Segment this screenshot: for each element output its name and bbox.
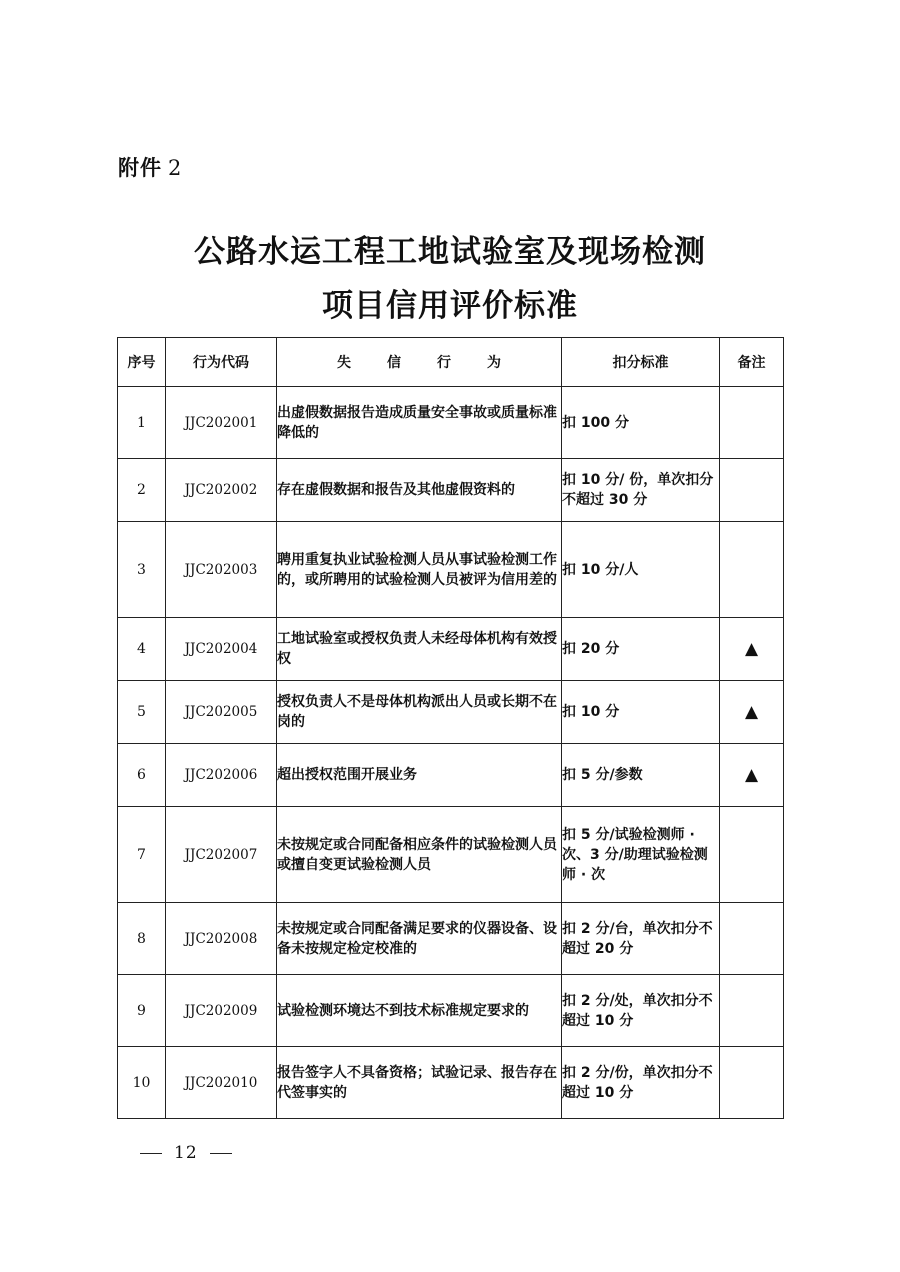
page-footer: [140, 1143, 232, 1163]
triangle-icon: ▲: [720, 618, 784, 681]
cell-note: [720, 975, 784, 1047]
cell-behavior: 报告签字人不具备资格；试验记录、报告存在代签事实的: [277, 1047, 562, 1119]
cell-code: JJC202002: [166, 459, 277, 522]
document-title-line1: 公路水运工程工地试验室及现场检测: [194, 234, 706, 270]
credit-standard-table: [117, 337, 784, 1119]
header-code: 行为代码: [166, 338, 277, 387]
cell-seq: 10: [118, 1047, 166, 1119]
cell-deduction: 扣 10 分/人: [562, 522, 720, 618]
cell-behavior: 试验检测环境达不到技术标准规定要求的: [277, 975, 562, 1047]
cell-code: JJC202005: [166, 681, 277, 744]
cell-deduction: 扣 20 分: [562, 618, 720, 681]
cell-deduction: 扣 5 分/试验检测师 · 次、3 分/助理试验检测师 · 次: [562, 807, 720, 903]
cell-behavior: 授权负责人不是母体机构派出人员或长期不在岗的: [277, 681, 562, 744]
cell-code: JJC202010: [166, 1047, 277, 1119]
cell-seq: 9: [118, 975, 166, 1047]
header-deduction: 扣分标准: [562, 338, 720, 387]
triangle-icon: ▲: [720, 681, 784, 744]
cell-behavior: 超出授权范围开展业务: [277, 744, 562, 807]
cell-code: JJC202001: [166, 387, 277, 459]
cell-seq: 2: [118, 459, 166, 522]
attachment-number: 2: [168, 156, 183, 180]
cell-deduction: 扣 100 分: [562, 387, 720, 459]
cell-code: JJC202007: [166, 807, 277, 903]
table-row: [118, 903, 784, 975]
cell-seq: 7: [118, 807, 166, 903]
document-title-line2: 项目信用评价标准: [322, 288, 578, 324]
header-seq: 序号: [118, 338, 166, 387]
cell-seq: 1: [118, 387, 166, 459]
cell-code: JJC202003: [166, 522, 277, 618]
cell-note: [720, 522, 784, 618]
cell-deduction: 扣 2 分/份，单次扣分不超过 10 分: [562, 1047, 720, 1119]
cell-seq: 8: [118, 903, 166, 975]
cell-behavior: 未按规定或合同配备满足要求的仪器设备、设备未按规定检定校准的: [277, 903, 562, 975]
cell-seq: 3: [118, 522, 166, 618]
cell-deduction: 扣 5 分/参数: [562, 744, 720, 807]
cell-seq: 4: [118, 618, 166, 681]
cell-deduction: 扣 10 分: [562, 681, 720, 744]
table-row: [118, 1047, 784, 1119]
table-row: [118, 387, 784, 459]
cell-seq: 5: [118, 681, 166, 744]
footer-dash-left: [140, 1153, 162, 1154]
table-row: [118, 618, 784, 681]
table-row: [118, 744, 784, 807]
table-row: [118, 807, 784, 903]
table-row: [118, 681, 784, 744]
cell-code: JJC202004: [166, 618, 277, 681]
cell-note: [720, 1047, 784, 1119]
cell-note: [720, 903, 784, 975]
cell-code: JJC202009: [166, 975, 277, 1047]
attachment-label: [118, 152, 182, 182]
table-row: [118, 522, 784, 618]
page-number: 12: [174, 1143, 198, 1163]
footer-dash-right: [210, 1153, 232, 1154]
triangle-icon: ▲: [720, 744, 784, 807]
table-row: [118, 459, 784, 522]
cell-behavior: 未按规定或合同配备相应条件的试验检测人员或擅自变更试验检测人员: [277, 807, 562, 903]
table-header-row: [118, 338, 784, 387]
cell-code: JJC202008: [166, 903, 277, 975]
header-note: 备注: [720, 338, 784, 387]
cell-note: [720, 807, 784, 903]
cell-deduction: 扣 10 分/ 份，单次扣分不超过 30 分: [562, 459, 720, 522]
cell-code: JJC202006: [166, 744, 277, 807]
cell-behavior: 出虚假数据报告造成质量安全事故或质量标准降低的: [277, 387, 562, 459]
cell-deduction: 扣 2 分/台，单次扣分不超过 20 分: [562, 903, 720, 975]
cell-behavior: 聘用重复执业试验检测人员从事试验检测工作的，或所聘用的试验检测人员被评为信用差的: [277, 522, 562, 618]
header-behavior-text: 失信行为: [337, 355, 537, 371]
header-behavior: [277, 338, 562, 387]
cell-note: [720, 387, 784, 459]
attachment-label-text: 附件: [118, 156, 162, 180]
cell-deduction: 扣 2 分/处，单次扣分不超过 10 分: [562, 975, 720, 1047]
cell-behavior: 存在虚假数据和报告及其他虚假资料的: [277, 459, 562, 522]
cell-seq: 6: [118, 744, 166, 807]
cell-behavior: 工地试验室或授权负责人未经母体机构有效授权: [277, 618, 562, 681]
table-row: [118, 975, 784, 1047]
cell-note: [720, 459, 784, 522]
